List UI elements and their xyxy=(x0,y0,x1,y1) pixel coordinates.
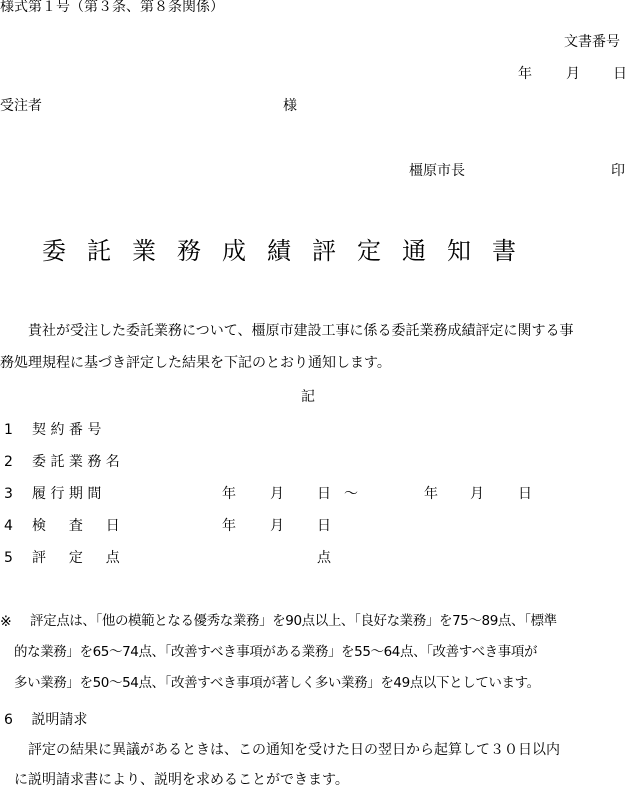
date-month-label: 月 xyxy=(566,66,580,82)
period-end-year: 年 xyxy=(424,486,438,502)
period-start-day: 日 xyxy=(317,486,331,502)
issuer-name: 橿原市長 xyxy=(409,163,465,179)
item-number: 5 xyxy=(4,550,13,566)
document-title: 委託業務成績評定通知書 xyxy=(42,237,537,265)
note-paragraph xyxy=(0,606,631,699)
note-line-3: 多い業務」を50～54点、「改善すべき事項が著しく多い業務」を49点以下としています。 xyxy=(14,675,540,691)
section-6-body xyxy=(0,735,631,795)
contract-number-label: 契 約 番 号 xyxy=(32,422,102,438)
inspection-date-label: 検 査 日 xyxy=(32,518,120,534)
period-end-day: 日 xyxy=(518,486,532,502)
intro-paragraph xyxy=(0,315,631,379)
period-start-year: 年 xyxy=(222,486,236,502)
section-6-line-2: に説明請求書により、説明を求めることができます。 xyxy=(14,772,349,788)
section-6-heading: 6 説明請求 xyxy=(4,712,88,728)
ki-heading: 記 xyxy=(301,389,315,405)
period-tilde: ～ xyxy=(344,486,358,502)
item-number: 4 xyxy=(4,518,13,534)
period-label: 履 行 期 間 xyxy=(32,486,102,502)
note-line-1: 評定点は、「他の模範となる優秀な業務」を90点以上、「良好な業務」を75～89点、「標準 xyxy=(30,613,557,629)
score-unit: 点 xyxy=(317,550,331,566)
inspection-month: 月 xyxy=(270,518,284,534)
period-end-month: 月 xyxy=(470,486,484,502)
inspection-year: 年 xyxy=(222,518,236,534)
recipient-label: 受注者 xyxy=(0,98,42,114)
period-start-month: 月 xyxy=(270,486,284,502)
item-number: 3 xyxy=(4,486,13,502)
intro-line-1: 貴社が受注した委託業務について、橿原市建設工事に係る委託業務成績評定に関する事 xyxy=(28,323,574,339)
intro-line-2: 務処理規程に基づき評定した結果を下記のとおり通知します。 xyxy=(0,355,391,371)
form-label: 様式第１号（第３条、第８条関係） xyxy=(0,0,224,15)
seal-mark: 印 xyxy=(611,163,625,179)
item-number: 1 xyxy=(4,422,13,438)
note-mark: ※ xyxy=(0,614,12,630)
date-day-label: 日 xyxy=(613,66,627,82)
score-label: 評 定 点 xyxy=(32,550,120,566)
work-name-label: 委 託 業 務 名 xyxy=(32,454,120,470)
date-year-label: 年 xyxy=(518,66,532,82)
recipient-honorific: 様 xyxy=(283,98,297,114)
note-line-2: 的な業務」を65～74点、「改善すべき事項がある業務」を55～64点、「改善すべき事項が xyxy=(14,644,538,660)
section-6-line-1: 評定の結果に異議があるときは、この通知を受けた日の翌日から起算して３０日以内 xyxy=(28,742,560,758)
document-number-label: 文書番号 xyxy=(564,34,620,50)
inspection-day: 日 xyxy=(317,518,331,534)
item-number: 2 xyxy=(4,454,13,470)
